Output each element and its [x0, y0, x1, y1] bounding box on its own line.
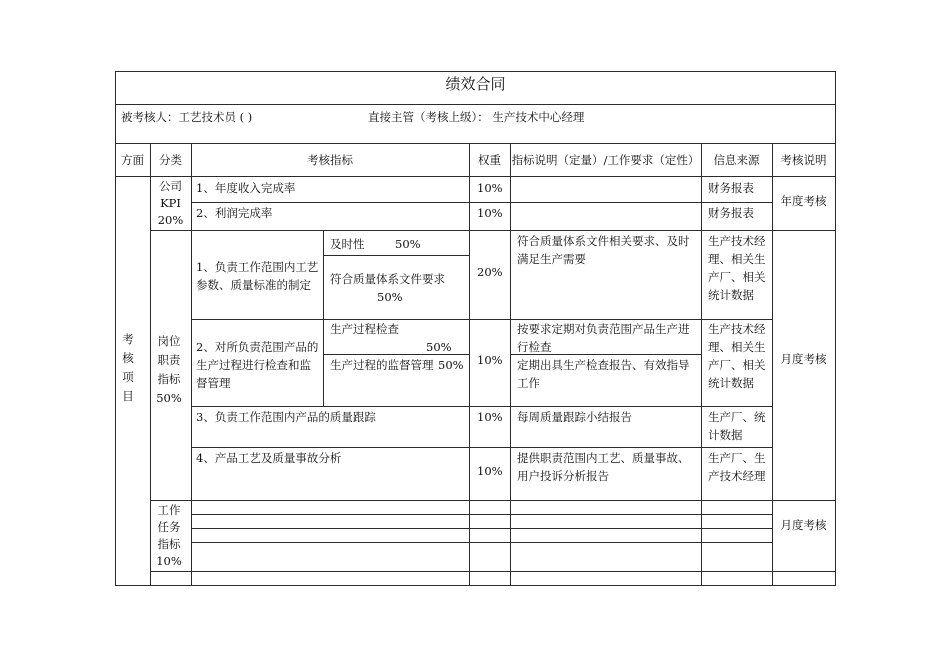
indicator-revenue: 1、年度收入完成率: [196, 181, 296, 195]
rule-kpi-bottom: [150, 230, 836, 231]
rule-item2-bottom: [191, 406, 772, 407]
indicator-process-standards: 1、负责工作范围内工艺参数、质量标准的制定: [196, 260, 319, 292]
rule-task-bottom: [150, 571, 836, 572]
col-rule-description: [701, 143, 702, 586]
examinee-label: 被考核人：工艺技术员 ( ): [121, 110, 253, 124]
rule-title-bottom: [115, 104, 836, 105]
weight-quality-tracking: 10%: [477, 410, 503, 424]
column-header-indicator: 考核指标: [307, 153, 353, 167]
source-process-standards: 生产技术经理、相关生产厂、相关统计数据: [708, 234, 766, 302]
indicator-production-inspection: 2、对所负责范围产品的生产过程进行检查和监督管理: [196, 340, 319, 390]
indicator-profit: 2、利润完成率: [196, 206, 273, 220]
indicator-accident-analysis: 4、产品工艺及质量事故分析: [196, 451, 342, 465]
description-process-standards: 符合质量体系文件相关要求、及时满足生产需要: [517, 234, 690, 266]
note-annual: 年度考核: [780, 194, 827, 208]
rule-task-row2: [191, 528, 772, 529]
source-profit: 财务报表: [708, 206, 754, 220]
column-header-source: 信息来源: [713, 153, 760, 167]
rule-columns-bottom: [115, 176, 836, 177]
rule-post-bottom: [150, 500, 836, 501]
col-rule-indicator: [469, 143, 470, 586]
sub-quality-system-label: 符合质量体系文件要求: [330, 272, 445, 286]
description-report: 定期出具生产检查报告、有效指导工作: [517, 358, 690, 390]
sub-timeliness-pct: 50%: [395, 237, 421, 251]
sub-quality-system-pct: 50%: [377, 290, 403, 304]
column-header-note: 考核说明: [780, 153, 827, 167]
weight-process-standards: 20%: [477, 265, 503, 279]
border-right: [835, 71, 836, 586]
rule-kpi-row1: [191, 202, 772, 203]
sub-supervision-label: 生产过程的监督管理: [330, 358, 434, 372]
source-production-inspection: 生产技术经理、相关生产厂、相关统计数据: [708, 322, 766, 390]
description-inspection: 按要求定期对负责范围产品生产进行检查: [517, 322, 690, 354]
description-accident-analysis: 提供职责范围内工艺、质量事故、用户投诉分析报告: [517, 451, 690, 483]
category-post-kpi: 岗位职责指标50%: [156, 334, 182, 405]
rule-item1-sub: [323, 255, 469, 256]
rule-header-bottom: [115, 143, 836, 144]
rule-bottom: [115, 585, 836, 586]
weight-revenue: 10%: [477, 181, 503, 195]
sub-inspection-label: 生产过程检查: [330, 322, 399, 336]
source-accident-analysis: 生产厂、生产技术经理: [708, 451, 766, 483]
column-header-category: 分类: [159, 153, 182, 167]
source-revenue: 财务报表: [708, 181, 754, 195]
rule-top: [115, 71, 836, 72]
col-rule-weight: [510, 143, 511, 586]
sub-timeliness-label: 及时性: [330, 237, 365, 251]
column-header-description: 指标说明（定量）/工作要求（定性）: [511, 153, 700, 167]
weight-profit: 10%: [477, 206, 503, 220]
sub-supervision-pct: 50%: [438, 358, 464, 372]
sub-inspection-pct: 50%: [426, 340, 452, 354]
source-quality-tracking: 生产厂、统计数据: [708, 410, 766, 442]
column-header-weight: 权重: [478, 153, 501, 167]
rule-task-row3: [191, 542, 772, 543]
aspect-label: 考核项目: [122, 332, 134, 403]
note-monthly: 月度考核: [780, 352, 827, 366]
page-title: 绩效合同: [445, 75, 506, 93]
col-rule-aspect: [150, 143, 151, 586]
col-rule-subindicator: [323, 230, 324, 407]
indicator-quality-tracking: 3、负责工作范围内产品的质量跟踪: [196, 410, 376, 424]
weight-production-inspection: 10%: [477, 353, 503, 367]
category-company-kpi: 公司KPI 20%: [157, 179, 184, 227]
weight-accident-analysis: 10%: [477, 464, 503, 478]
rule-task-row1: [191, 514, 772, 515]
column-header-aspect: 方面: [121, 153, 144, 167]
col-rule-category: [191, 143, 192, 586]
note-monthly-task: 月度考核: [780, 518, 827, 532]
border-left: [115, 71, 116, 586]
description-quality-tracking: 每周质量跟踪小结报告: [517, 410, 632, 424]
rule-item3-bottom: [191, 447, 772, 448]
supervisor-label: 直接主管（考核上级）： 生产技术中心经理: [368, 110, 585, 124]
category-work-task: 工作任务指标10%: [156, 503, 182, 568]
